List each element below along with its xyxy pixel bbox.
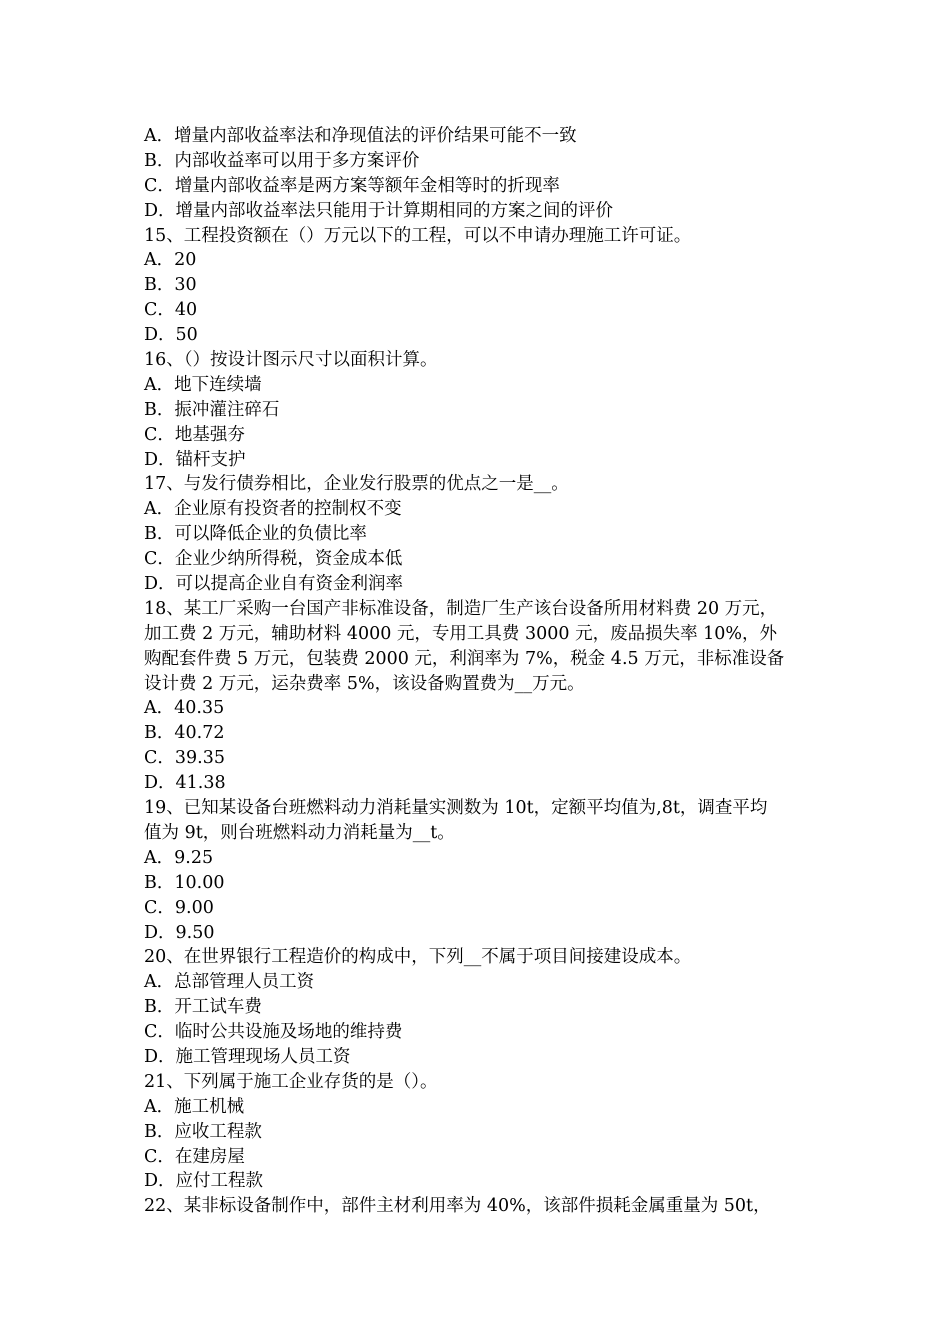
question-15: 15、工程投资额在（）万元以下的工程，可以不申请办理施工许可证。	[144, 225, 692, 246]
option-line: B．可以降低企业的负债比率	[144, 524, 367, 545]
question-22: 22、某非标设备制作中，部件主材利用率为 40%，该部件损耗金属重量为 50t，	[144, 1196, 771, 1217]
option-line: A．施工机械	[144, 1096, 245, 1117]
option-line: D．9.50	[144, 922, 215, 943]
option-line: C．临时公共设施及场地的维持费	[144, 1022, 403, 1043]
question-16: 16、（）按设计图示尺寸以面积计算。	[144, 350, 438, 371]
option-line: A．增量内部收益率法和净现值法的评价结果可能不一致	[144, 126, 577, 146]
option-line: B．30	[144, 275, 197, 296]
document-body	[144, 124, 816, 1219]
option-line: D．可以提高企业自有资金利润率	[144, 574, 404, 595]
option-line: B．振冲灌注碎石	[144, 399, 280, 420]
question-20: 20、在世界银行工程造价的构成中，下列__不属于项目间接建设成本。	[144, 947, 692, 968]
option-line: C．39.35	[144, 748, 225, 769]
option-line: A．9.25	[144, 847, 214, 868]
option-line: D．50	[144, 325, 198, 346]
option-line: D．施工管理现场人员工资	[144, 1046, 351, 1067]
option-line: A．总部管理人员工资	[144, 972, 315, 993]
option-line: B．内部收益率可以用于多方案评价	[144, 150, 420, 171]
question-18-continued: 购配套件费 5 万元，包装费 2000 元，利润率为 7%，税金 4.5 万元，非标准设备	[144, 648, 785, 669]
question-18-continued: 加工费 2 万元，辅助材料 4000 元，专用工具费 3000 元，废品损失率 10%，外	[144, 623, 778, 644]
option-line: C．9.00	[144, 897, 214, 918]
question-17: 17、与发行债券相比，企业发行股票的优点之一是__。	[144, 474, 569, 495]
question-19: 19、已知某设备台班燃料动力消耗量实测数为 10t，定额平均值为,8t，调查平均	[144, 798, 768, 819]
option-line: B．40.72	[144, 723, 225, 744]
question-19-continued: 值为 9t，则台班燃料动力消耗量为__t。	[144, 822, 455, 843]
option-line: A．地下连续墙	[144, 374, 262, 395]
option-line: C．地基强夯	[144, 424, 245, 445]
question-18-continued: 设计费 2 万元，运杂费率 5%，该设备购置费为__万元。	[144, 673, 585, 694]
option-line: C．40	[144, 300, 198, 321]
option-line: A．20	[144, 250, 197, 271]
option-line: D．锚杆支护	[144, 449, 246, 470]
option-line: D．41.38	[144, 773, 226, 794]
option-line: A．40.35	[144, 698, 225, 719]
question-18: 18、某工厂采购一台国产非标准设备，制造厂生产该台设备所用材料费 20 万元，	[144, 598, 778, 619]
option-line: A．企业原有投资者的控制权不变	[144, 499, 402, 520]
option-line: B．10.00	[144, 872, 225, 893]
option-line: C．增量内部收益率是两方案等额年金相等时的折现率	[144, 175, 560, 196]
option-line: C．企业少纳所得税，资金成本低	[144, 549, 403, 570]
option-line: B．开工试车费	[144, 997, 262, 1018]
option-line: D．应付工程款	[144, 1171, 264, 1192]
option-line: C．在建房屋	[144, 1146, 245, 1167]
option-line: D．增量内部收益率法只能用于计算期相同的方案之间的评价	[144, 200, 614, 221]
question-21: 21、下列属于施工企业存货的是（）。	[144, 1071, 438, 1092]
option-line: B．应收工程款	[144, 1121, 262, 1142]
